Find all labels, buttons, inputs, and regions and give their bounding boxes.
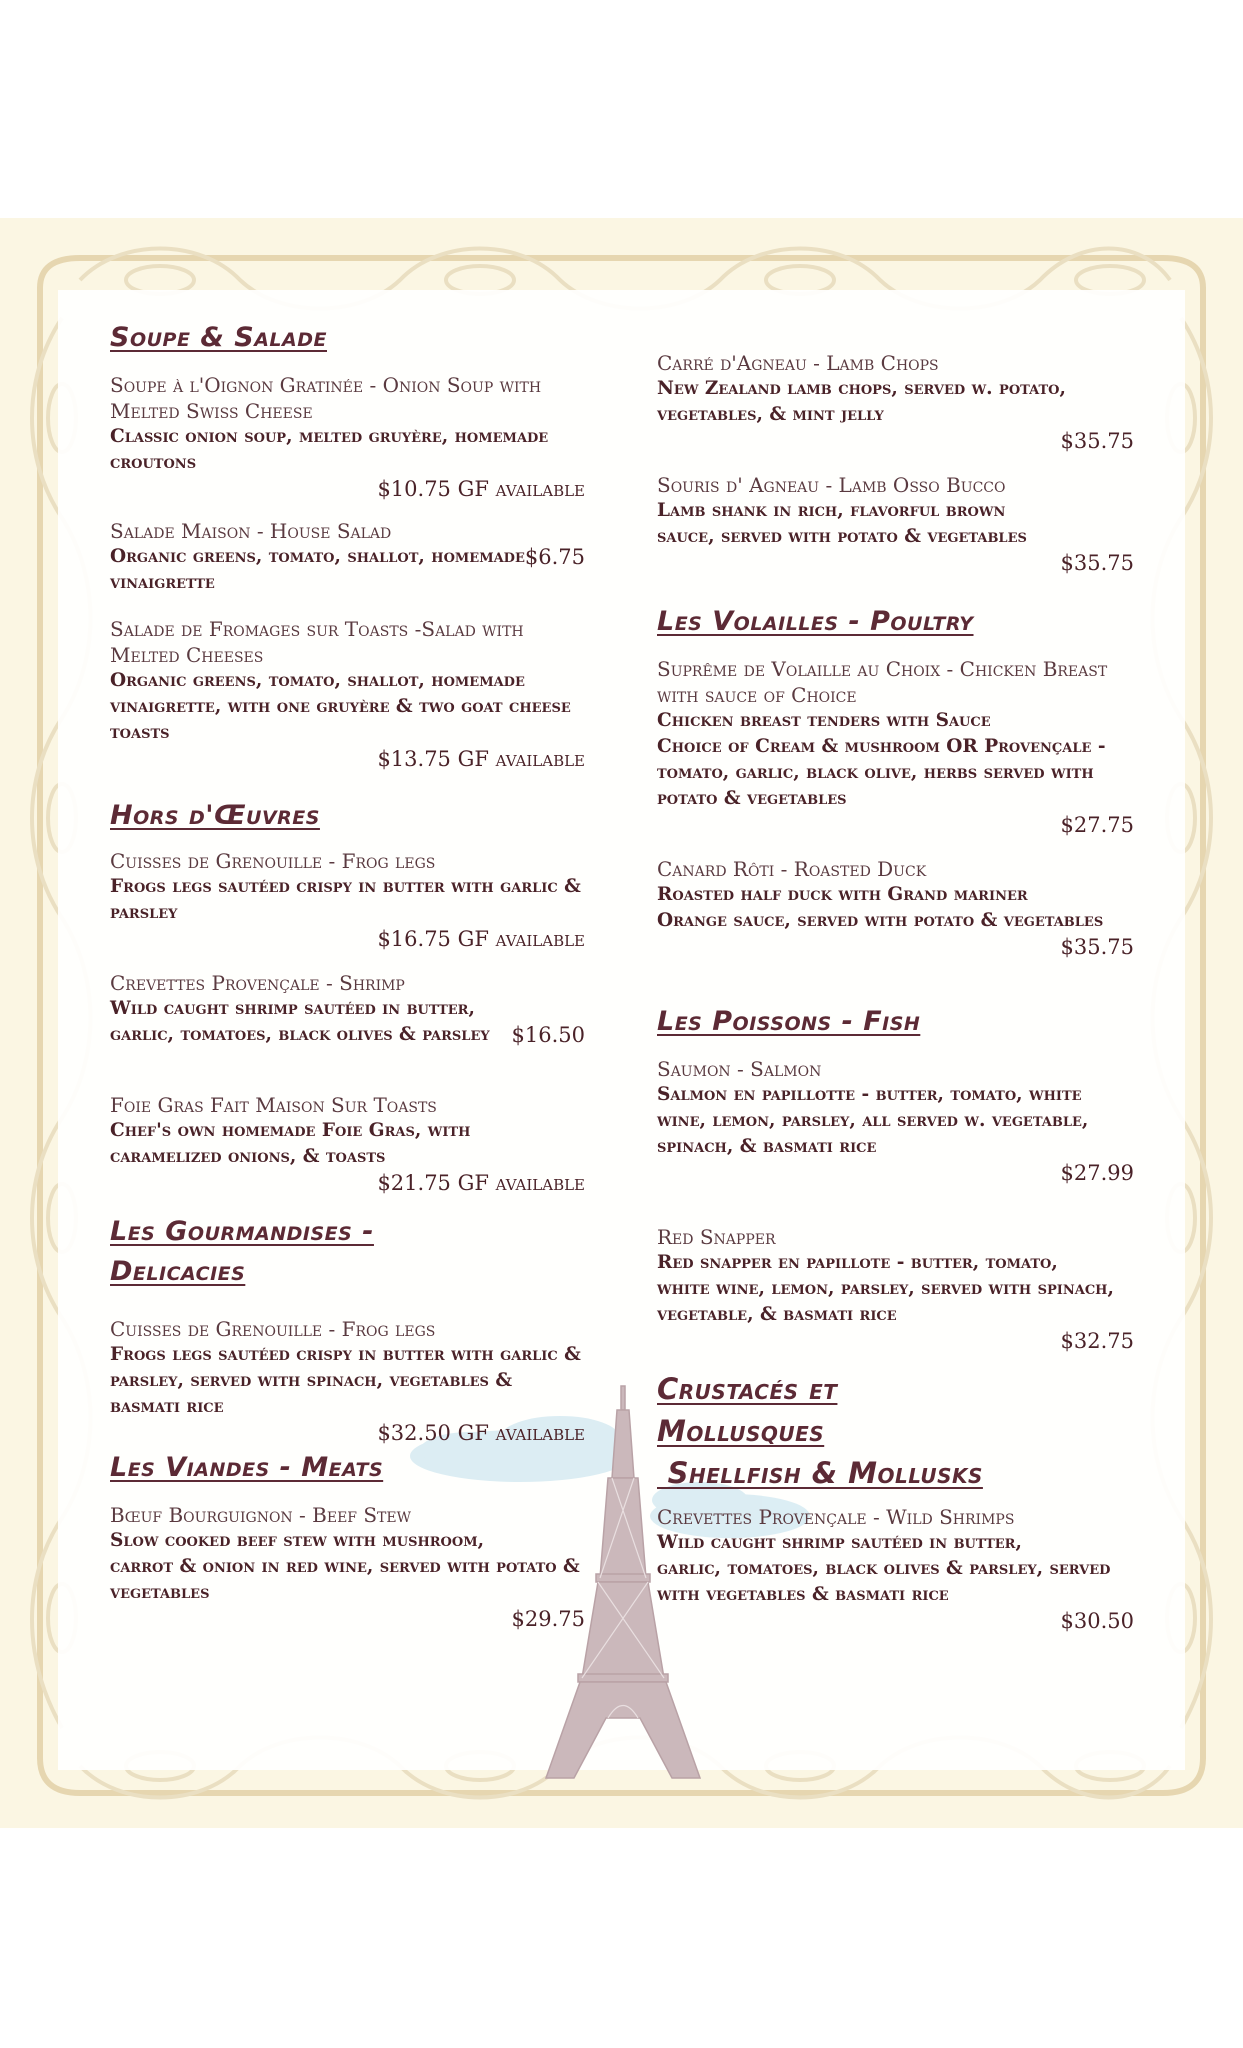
menu-item — [657, 1504, 1134, 1633]
menu-item — [657, 856, 1134, 959]
item-name: Crevettes Provençale - Shrimp — [110, 971, 405, 995]
item-description: Frogs legs sautéed crispy in butter with garlic & parsley, served with spinach, vegetables & basmati rice — [110, 1344, 581, 1417]
heading-line: Les Gourmandises - — [110, 1216, 374, 1247]
item-description-text: Slow cooked beef stew with mushroom, carrot & onion in red wine, served with potato & vegetables — [110, 1530, 580, 1603]
menu-item — [657, 472, 1134, 575]
menu-item — [657, 1056, 1134, 1186]
heading-poissons: Les Poissons - Fish — [657, 1006, 921, 1037]
menu-item — [657, 656, 1134, 837]
item-name: Red Snapper — [657, 1225, 776, 1249]
item-name: Crevettes Provençale - Wild Shrimps — [657, 1505, 1015, 1529]
item-description — [657, 708, 1134, 837]
menu-item — [110, 1092, 585, 1196]
item-description — [110, 544, 585, 596]
item-name: Saumon - Salmon — [657, 1057, 822, 1081]
heading-hors-doeuvres: Hors d'Œuvres — [110, 800, 320, 831]
heading-line: Crustacés et — [657, 1372, 838, 1406]
item-price: $16.75 GF available — [377, 927, 585, 951]
item-name: Soupe à l'Oignon Gratinée - Onion Soup with Melted Swiss Cheese — [110, 373, 542, 423]
menu-item — [110, 970, 585, 1048]
heading-crustaces — [657, 1368, 983, 1494]
item-description: Frogs legs sautéed crispy in butter with garlic & parsley — [110, 876, 581, 923]
item-name: Bœuf Bourguignon - Beef Stew — [110, 1503, 412, 1527]
item-price: $27.75 — [1060, 813, 1134, 837]
item-description — [657, 1530, 1134, 1633]
item-description — [110, 1528, 585, 1631]
menu-item — [110, 1502, 585, 1631]
item-description: Salmon en papillotte - butter, tomato, white wine, lemon, parsley, all served w. vegetable, spinach, & basmati rice — [657, 1084, 1089, 1157]
menu-item — [657, 1224, 1134, 1353]
item-description: New Zealand lamb chops, served w. potato, vegetables, & mint jelly — [657, 378, 1066, 425]
item-description-text: Lamb shank in rich, flavorful brown sauce, served with potato & vegetables — [657, 500, 1027, 547]
menu-item — [110, 848, 585, 952]
item-price: $27.99 — [1060, 1161, 1134, 1185]
item-description — [110, 996, 585, 1048]
item-description: Chef's own homemade Foie Gras, with caramelized onions, & toasts — [110, 1120, 471, 1167]
item-description — [657, 882, 1134, 959]
item-name: Souris d' Agneau - Lamb Osso Bucco — [657, 473, 1006, 497]
item-name: Carré d'Agneau - Lamb Chops — [657, 351, 939, 375]
item-name: Suprême de Volaille au Choix - Chicken Breast with sauce of Choice — [657, 657, 1108, 707]
menu-sheet — [0, 218, 1243, 1828]
item-price: $6.75 — [524, 545, 585, 569]
item-price: $35.75 — [1060, 429, 1134, 453]
item-name: Cuisses de Grenouille - Frog legs — [110, 849, 436, 873]
item-price: $30.50 — [1060, 1609, 1134, 1633]
item-description-text: Organic greens, tomato, shallot, homemade vinaigrette — [110, 546, 525, 593]
item-price: $21.75 GF available — [377, 1171, 585, 1195]
item-price: $35.75 — [1060, 551, 1134, 575]
heading-gourmandises — [110, 1212, 374, 1292]
item-description — [657, 1250, 1134, 1353]
item-price: $35.75 — [1060, 935, 1134, 959]
heading-line: Shellfish & Mollusks — [657, 1456, 983, 1490]
item-name: Foie Gras Fait Maison Sur Toasts — [110, 1093, 437, 1117]
item-description-text: Wild caught shrimp sautéed in butter, garlic, tomatoes, black olives & parsley — [110, 998, 490, 1045]
menu-item — [110, 372, 585, 502]
item-name: Canard Rôti - Roasted Duck — [657, 857, 927, 881]
item-description: Organic greens, tomato, shallot, homemade vinaigrette, with one gruyère & two goat cheese toasts — [110, 670, 571, 743]
item-description-text: Red snapper en papillote - butter, tomato, white wine, lemon, parsley, served with spinach, vegetable, & basmati rice — [657, 1252, 1114, 1325]
menu-item — [110, 518, 585, 596]
item-name: Salade de Fromages sur Toasts -Salad with Melted Cheeses — [110, 617, 524, 667]
item-description: Classic onion soup, melted gruyère, homemade croutons — [110, 426, 549, 473]
heading-line: Mollusques — [657, 1414, 825, 1448]
item-description-text: Roasted half duck with Grand mariner Orange sauce, served with potato & vegetables — [657, 884, 1104, 931]
heading-soupe-salade: Soupe & Salade — [110, 322, 327, 353]
item-name: Salade Maison - House Salad — [110, 519, 392, 543]
menu-item — [110, 1316, 585, 1446]
item-price: $29.75 — [511, 1607, 585, 1631]
heading-volailles: Les Volailles - Poultry — [657, 606, 974, 637]
item-price: $16.50 — [511, 1023, 585, 1047]
item-name: Cuisses de Grenouille - Frog legs — [110, 1317, 436, 1341]
menu-item — [657, 350, 1134, 454]
item-price: $32.75 — [1060, 1329, 1134, 1353]
item-description-text: Chicken breast tenders with Sauce Choice of Cream & mushroom OR Provençale - tomato, garlic, black olive, herbs served with potato & vegetables — [657, 710, 1106, 809]
menu-item — [110, 616, 585, 772]
item-price: $10.75 GF available — [377, 477, 585, 501]
item-description — [657, 498, 1134, 575]
heading-viandes: Les Viandes - Meats — [110, 1452, 384, 1483]
heading-line: Delicacies — [110, 1256, 246, 1287]
item-price: $32.50 GF available — [377, 1421, 585, 1445]
item-description-text: Wild caught shrimp sautéed in butter, garlic, tomatoes, black olives & parsley, served with vegetables & basmati rice — [657, 1532, 1111, 1605]
item-price: $13.75 GF available — [377, 747, 585, 771]
